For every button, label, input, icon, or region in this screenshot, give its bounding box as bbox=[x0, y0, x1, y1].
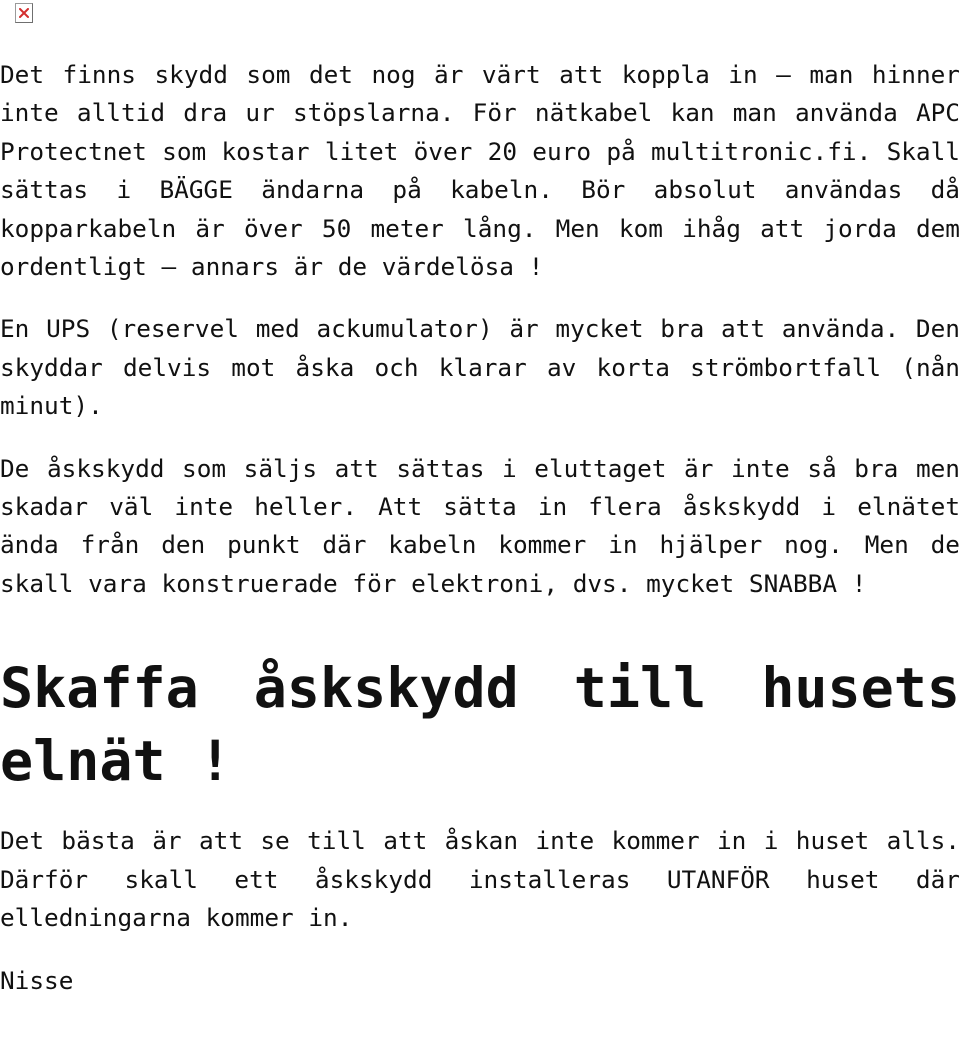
paragraph-network-protection: Det finns skydd som det nog är värt att koppla in – man hinner inte alltid dra ur stöpslarna. För nätkabel kan man använda APC Protectnet som kostar litet över 20 euro på multitronic.fi. Skall sättas i BÄGGE ändarna på kabeln. Bör absolut användas då kopparkabeln är över 50 meter lång. Men kom ihåg att jorda dem ordentligt – annars är de värdelösa ! bbox=[0, 60, 960, 282]
paragraph-house-protection: Det bästa är att se till att åskan inte kommer in i huset alls. Därför skall ett åskskydd installeras UTANFÖR huset där elledningarna kommer in. bbox=[0, 826, 960, 933]
paragraph-outlet-surge-protectors: De åskskydd som säljs att sättas i eluttaget är inte så bra men skadar väl inte heller. Att sätta in flera åskskydd i elnätet ända från den punkt där kabeln kommer in hjälper nog. Men de skall vara konstruerade för elektroni, dvs. mycket SNABBA ! bbox=[0, 453, 960, 598]
paragraph-ups: En UPS (reservel med ackumulator) är mycket bra att använda. Den skyddar delvis mot åska och klarar av korta strömbortfall (nån minut). bbox=[0, 314, 960, 421]
broken-image-icon bbox=[15, 3, 33, 23]
article-content bbox=[0, 56, 960, 1000]
section-heading: Skaffa åskskydd till husets elnät ! bbox=[0, 656, 960, 794]
broken-image-x-icon bbox=[19, 8, 29, 18]
signature: Nisse bbox=[0, 965, 74, 995]
